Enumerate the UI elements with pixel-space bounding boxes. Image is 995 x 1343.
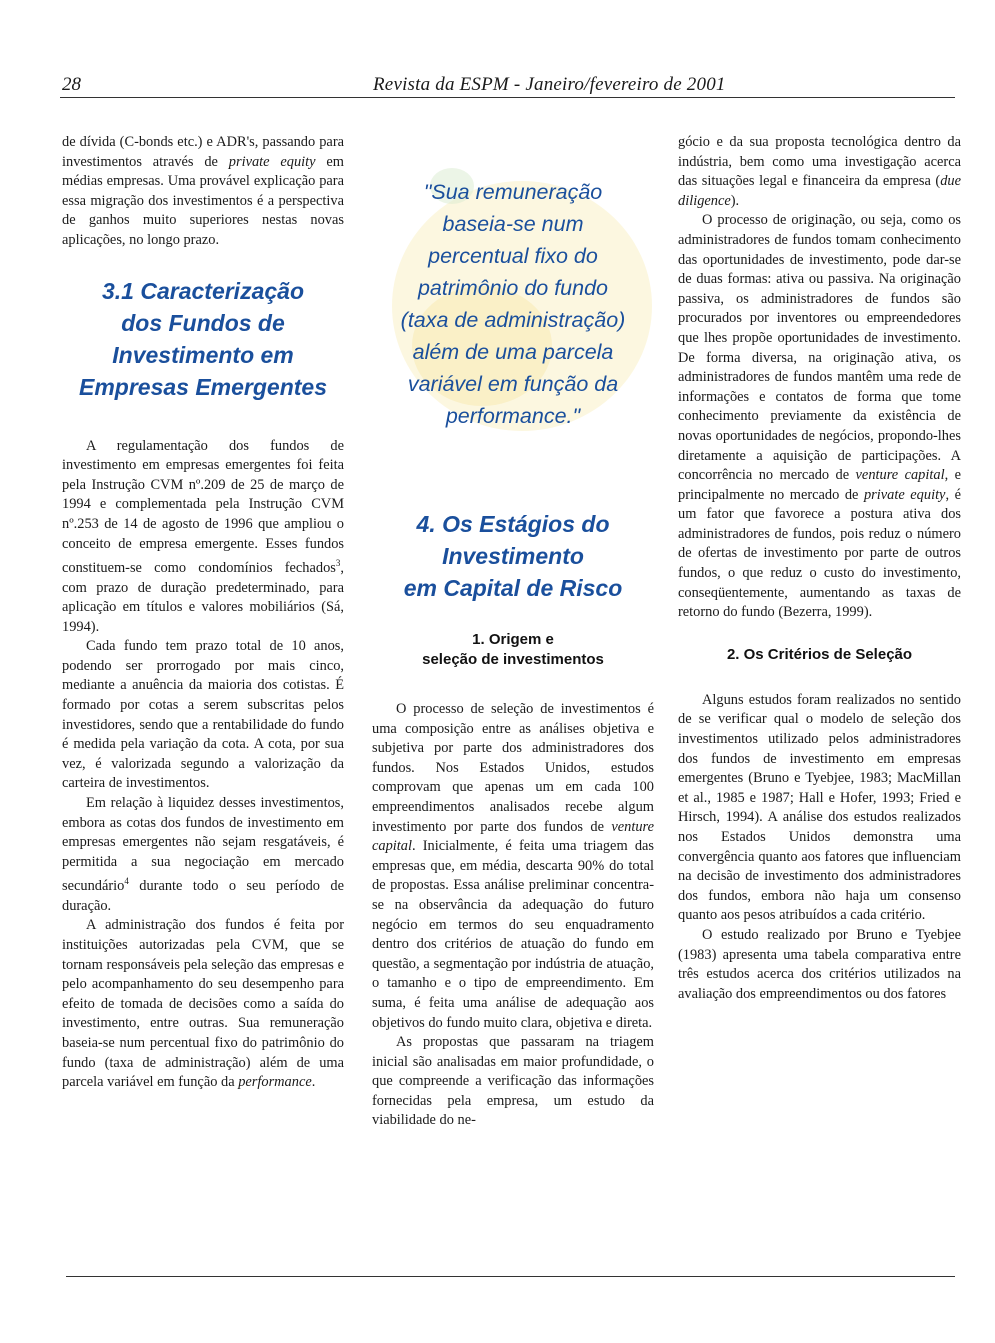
middle-column — [372, 176, 654, 1131]
footer-rule — [66, 1276, 955, 1277]
text-run: A administração dos fundos é feita por instituições autorizadas pela CVM, que se tornam responsáveis pela seleção das empresas e pelo acompanhamento do seu desempenho para efeito de tomada de decisões como a saída do investimento, entre outras. Sua remuneração baseia-se num percentual fixo do patrimônio do fundo (taxa de administração) além de uma parcela variável em função da — [62, 917, 344, 1091]
subsection-title-line: 1. Origem e — [472, 631, 554, 648]
footnote-ref: 3 — [335, 558, 341, 569]
text-run: gócio e da sua proposta tecnológica dentro da indústria, bem como uma investigação acerca das situações legal e financeira da empresa ( — [678, 134, 961, 190]
paragraph — [372, 700, 654, 1033]
paragraph — [678, 133, 961, 211]
text-run: , com prazo de duração predeterminado, para aplicação em títulos e valores mobiliários (Sá, 1994). — [62, 559, 344, 635]
pull-quote-line: patrimônio do fundo — [417, 276, 609, 300]
paragraph — [62, 437, 344, 638]
paragraph — [678, 211, 961, 622]
text-run: O processo de originação, ou seja, como os administradores de fundos tomam conhecimento das oportunidades de investimento, pode dar-se de duas formas: ativa ou passiva. Na originação passiva, os administradores de fundos são procurados por inventores ou empreendedores que lhes propõe oportunidades de investimento. De forma diversa, na originação ativa, os administradores de fundos mantêm uma rede de informações e contatos de forma que tome conhecimento previamente da existência de novas oportunidades de negócios, propondo-lhes diretamente a aquisição de participações. A concorrência no mercado de — [678, 212, 961, 484]
pull-quote-line: variável em função da — [407, 372, 619, 396]
paragraph — [62, 794, 344, 916]
paragraph: Alguns estudos foram realizados no sentido de se verificar qual o modelo de seleção dos investimentos utilizado pelos administradores dos fundos de investimento em empresas emergentes (Bruno e Tyebjee, 1983; MacMillan et al., 1985 e 1987; Hall e Hofer, 1993; Fried e Hirsch, 1994). A análise dos estudos realizados nos Estados Unidos demonstra uma convergência quanto aos fatores que influenciam na decisão de investimento dos administradores dos fundos, embora não haja um consenso quanto aos pesos atribuídos a cada critério. — [678, 691, 961, 924]
text-run: . Inicialmente, é feita uma triagem das empresas que, em média, descarta 90% do total de propostas. Essa análise preliminar concentra-se na observância da adequação do futuro negócio em termos do seu enquadramento dentro dos critérios de atuação do fundo em questão, a segmentação por indústria de atuação, o tamanho e o tipo de empreendimento. Em suma, é feita uma análise de adequação aos objetivos do fundo muito clara, objetiva e direta. — [372, 838, 654, 1031]
section-title-line: Empresas Emergentes — [78, 373, 327, 400]
text-run: , é um fator que favorece a postura ativa dos administradores de fundos, pois reduz o número de ofertas de investimento por parte de outros fundos, o que reduz o custo do investimento, conseqüentemente, aumentando as taxas de retorno do fundo (Bezerra, 1999). — [678, 486, 961, 621]
pull-quote-line: "Sua remuneração — [423, 180, 603, 204]
pull-quote-line: além de uma parcela — [412, 340, 614, 364]
subsection-title-origem — [372, 630, 654, 670]
emphasis: private equity — [228, 153, 316, 170]
footnote-ref: 4 — [124, 876, 129, 887]
section-title-line: Investimento em — [112, 341, 294, 368]
text-run: , e principalmente no mercado de — [678, 467, 961, 503]
emphasis: due diligence — [678, 173, 961, 209]
subsection-title-line: seleção de investimentos — [422, 651, 604, 668]
section-title-line: 4. Os Estágios do — [416, 511, 610, 537]
text-run: de dívida (C-bonds etc.) e ADR's, passando para investimentos através de — [62, 134, 344, 170]
page-header — [60, 70, 955, 100]
paragraph: O estudo realizado por Bruno e Tyebjee (1983) apresenta uma tabela comparativa entre três estudos acerca dos critérios utilizados na avaliação dos empreendimentos ou dos fatores — [678, 926, 961, 1002]
section-title-line: 3.1 Caracterização — [101, 277, 304, 304]
section-title-line: em Capital de Risco — [403, 575, 623, 601]
text-run: Em relação à liquidez desses investimentos, embora as cotas dos fundos de investimento em empresas emergentes não sejam resgatáveis, é permitida a sua negociação em mercado secundário — [62, 795, 344, 895]
pull-quote-line: (taxa de administração) — [400, 308, 626, 332]
paragraph — [62, 916, 344, 1092]
pull-quote-line: performance." — [445, 404, 581, 428]
pull-quote-line: baseia-se num — [442, 212, 584, 236]
running-title: Revista da ESPM - Janeiro/fevereiro de 2001 — [373, 74, 726, 95]
text-run: ). — [730, 192, 740, 209]
text-run: . — [311, 1074, 316, 1091]
paragraph-intro — [62, 133, 344, 251]
emphasis: private equity — [863, 486, 946, 503]
page-number: 28 — [62, 74, 81, 95]
section-title-4 — [372, 508, 654, 604]
subsection-title-criterios: 2. Os Critérios de Seleção — [726, 645, 913, 663]
text-run: durante todo o seu período de duração. — [62, 878, 344, 914]
text-run: em médias empresas. Uma provável explicação para essa migração dos investimentos é a perspectiva de ganhos muito superiores nestas novas aplicações, no longo prazo. — [62, 153, 344, 248]
emphasis: performance — [238, 1074, 312, 1091]
emphasis: venture capital — [372, 818, 654, 855]
header-rule — [60, 97, 955, 98]
section-title-line: Investimento — [442, 543, 584, 569]
section-title-line: dos Fundos de — [121, 309, 285, 336]
text-run: O processo de seleção de investimentos é uma composição entre as análises objetiva e subjetiva por parte dos administradores dos fundos. Nos Estados Unidos, estudos comprovam que apenas um em cada 100 empreendimentos analisados recebe algum investimento por parte dos fundos de — [372, 701, 654, 835]
pull-quote-box — [372, 176, 654, 432]
paragraph: Cada fundo tem prazo total de 10 anos, podendo ser prorrogado por mais cinco, mediante a anuência da maioria dos cotistas. É formado por cotas a serem subscritas pelos investidores, sendo que a rentabilidade do fundo é medida pela variação da cota. A cota, por sua vez, é valorizada segundo a valorização da carteira de investimentos. — [62, 638, 344, 792]
paragraph: As propostas que passaram na triagem inicial são analisadas em maior profundidade, o que compreende a verificação das informações fornecidas pela empresa, um estudo da viabilidade do ne- — [372, 1034, 654, 1129]
text-run: A regulamentação dos fundos de investimento em empresas emergentes foi feita pela Instrução CVM nº.209 de 25 de março de 1994 e complementada pela Instrução CVM nº.253 de 14 de agosto de 1996 que ampliou o conceito de empresa emergente. Esses fundos constituem-se como condomínios fechados — [62, 437, 344, 576]
section-title-3-1 — [62, 275, 344, 403]
left-column — [62, 133, 344, 1093]
emphasis: venture capital — [855, 467, 945, 484]
right-column — [678, 133, 961, 1004]
pull-quote-line: percentual fixo do — [428, 244, 598, 268]
pull-quote — [372, 176, 654, 432]
